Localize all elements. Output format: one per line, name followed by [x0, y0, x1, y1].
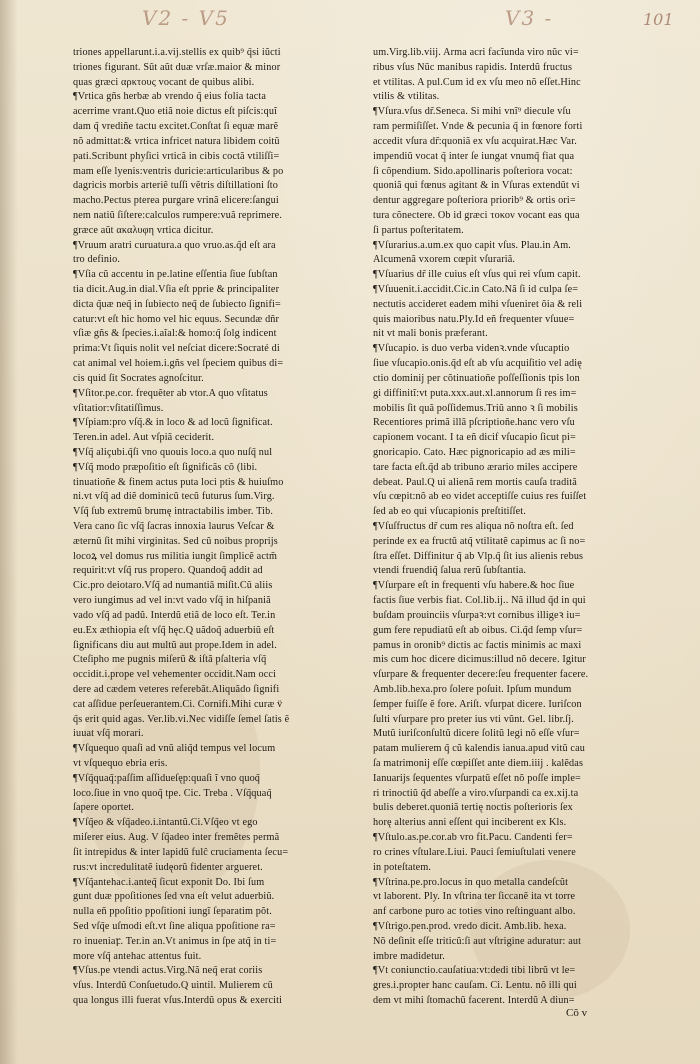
text-line: ¶Vſq̃ aliçubi.q̃ſi vno quouis loco.a quo nuſq̃ nul — [73, 446, 273, 458]
text-line: tro definio. — [73, 254, 121, 266]
text-line: perinde ex ea fructũ atq̃ vtilitatẽ capimus ac ſi no= — [373, 535, 586, 547]
text-line: ¶Vſuuenit.i.accidit.Cic.in Cato.Nã ſi id culpa ſe= — [373, 284, 579, 295]
catchword: Cõ v — [566, 1007, 588, 1019]
text-line: dentur aggregare poſteriora priorib⁹ & ortis ori= — [373, 195, 576, 207]
text-line: occidit.i.prope vel vehementer occidit.Nam occi — [73, 669, 277, 681]
text-line: gi diffinitĩ:vt puta.xxx.aut.xl.annorum ſi res im= — [373, 387, 577, 399]
text-line: ſignificans diu aut multũ aut prope.Idem in adel. — [73, 639, 277, 651]
text-line: tia dicit.Aug.in dial.Vſia eſt pprie & principaliter — [73, 284, 280, 295]
text-line: ſi cõpendium. Sido.apollinaris poſteriora vocat: — [373, 165, 573, 177]
text-line: nit vt mali bonis præferant. — [373, 328, 488, 340]
text-line: ſtra eſſet. Diffinitur q̃ ab Vlp.q̃ ſit ius alienis rebus — [373, 550, 584, 562]
text-line: factis ſiue verbis fiat. Col.lib.ij.. Nã illud q̃d in qui — [373, 595, 586, 607]
text-line: cis quid ſit Socrates agnoſcitur. — [73, 372, 204, 384]
text-line: miſerer eius. Aug. V ſq̃adeo inter fremẽtes permã — [73, 832, 280, 844]
folio-number: 101 — [643, 10, 674, 29]
text-line: locoꝝ vel domus rus militia iungit ſimplicẽ actm̃ — [73, 550, 278, 562]
text-line: vtendi fruendiq̃ ſalua rerũ ſubſtantia. — [373, 565, 527, 577]
text-line: loco.ſiue in vno quoq̃ tpe. Cic. Treba . Vſq̃quaq̃ — [73, 787, 272, 799]
text-line: vſus. Interdũ Conſuetudo.Q uintil. Mulierem cũ — [73, 980, 273, 992]
text-line: ram permiſiſſet. Vnde & pecunia q̃ in fœnore forti — [373, 121, 583, 133]
text-line: debeat. Paul.Q ui alienã rem mortis cauſa traditã — [373, 476, 577, 488]
text-line: ¶Vſquequo quaſi ad vnũ aliq̃d tempus vel locum — [73, 743, 276, 755]
text-line: ſa matrimonij eſſe cœpiſſet ante diem.iiij . kalẽdas — [373, 758, 584, 769]
text-line: ¶Vſtrigo.pen.prod. vredo dicit. Amb.lib. hexa. — [373, 920, 567, 932]
text-line: ¶Vſuſfructus dr̃ cum res aliqua nõ noſtra eſt. ſed — [373, 521, 574, 532]
text-line: vſitatior:vſitatiſſimus. — [73, 402, 164, 414]
text-line: Vera cano ſic vſq̃ ſacras innoxia laurus Veſcar & — [73, 521, 275, 532]
text-line: acerrime vrant.Quo etiã noie dictus eſt piſcis:quĩ — [73, 106, 278, 118]
text-line: ¶Vſtulo.as.pe.cor.ab vro fit.Pacu. Candenti fer= — [373, 832, 573, 844]
text-line: Cteſipho me pugnis miſerũ & iſtã pſalteria vſq̃ — [73, 654, 267, 666]
text-line: ¶Vſus.pe vtendi actus.Virg.Nã neq̃ erat coriis — [73, 965, 263, 977]
text-line: Cic.pro deiotaro.Vſq̃ ad numantiã miſit.Cũ aliis — [73, 580, 273, 592]
handwritten-note-left: V2 - V5 — [142, 6, 230, 30]
text-line: pati.Scribunt phyſici vrticã in cibis coctã vtiliſſi= — [73, 150, 280, 162]
text-line: ¶Vſpiam:pro vſq̃.& in loco & ad locũ ſignificat. — [73, 417, 273, 429]
text-line: ſapere oportet. — [73, 802, 135, 814]
handwritten-note-right: V3 - — [505, 6, 554, 30]
text-line: iuuat vſq̃ morari. — [73, 728, 144, 740]
text-line: Nõ deſinit eſſe triticũ:ſi aut vſtrigine aduratur: aut — [373, 935, 582, 947]
text-line: Amb.lib.hexa.pro ſolere poſuit. Ipſum mundum — [373, 683, 572, 695]
text-line: ¶Vt coniunctio.cauſatiua:vt:dedi tibi librũ vt le= — [373, 965, 576, 977]
text-line: q̃s erit quid agas. Ver.lib.vi.Nec vidiſſe ſemel ſatis ẽ — [73, 713, 290, 725]
text-line: more vſq̃ antehac attentus fuit. — [73, 950, 202, 962]
text-line: ¶Vſia cũ accentu in pe.latine eſſentia ſiue ſubſtan — [73, 269, 278, 281]
text-line: cat animal vel hoiem.i.gñs vel ſpeciem quibus di= — [73, 358, 284, 370]
text-line: quas græci αρκτους vocant de quibus alibi. — [73, 76, 255, 88]
text-line: ¶Vſtrina.pe.pro.locus in quo metalla candeſcũt — [373, 876, 569, 888]
text-line: nectutis accideret eadem mihi vſueniret õia & reli — [373, 298, 583, 310]
text-line: quoniã qui fœnus agitant & in Vſuras extendũt vi — [373, 180, 580, 192]
text-line: ro crines vſtulare.Liui. Pauci ſemiuſtulati venere — [373, 846, 576, 858]
text-line: vero iungimus ad vel in:vt vado vſq̃ in hiſpaniã — [73, 595, 271, 607]
text-line: gum fere repudiatũ eſt ab oibus. Ci.q̃d ſemp vſur= — [373, 624, 583, 636]
text-line: ni.vt vſq̃ ad diẽ dominicũ tecũ futurus ſum.Virg. — [73, 491, 275, 503]
text-line: mis cum hoc dicere dicimus:illud nõ decere. Igitur — [373, 654, 586, 666]
text-line: pamus in oronib⁹ dictis ac factis minimis ac maxi — [373, 639, 582, 651]
text-line: ſulti vſurpare pro preter ius vti vũnt. Gel. libr.ſj. — [373, 713, 574, 725]
text-line: bulis deberet.quoniã tertię noctis poſterioris ſex — [373, 802, 573, 814]
text-line: anf carbone puro ac toties vino reſtinguant albo. — [373, 906, 576, 918]
text-line: ro inueniaꝼ. Ter.in an.Vt animus in ſpe atq̃ in ti= — [73, 935, 277, 947]
text-line: vſiæ gñs & ſpecies.i.aĩal:& homo:q̃ ſolg indicent — [73, 328, 277, 340]
text-line: triones appellarunt.i.a.vij.stellis ex quib⁹ q̃si iũcti — [73, 47, 281, 58]
gutter-shadow — [0, 0, 18, 1064]
text-line: gnoricapio. Cato. Hæc pignoricapio ad æs mili= — [373, 446, 576, 458]
text-line: ¶Vſq̃quaq̃:paſſim aſſidueſęp:quaſi ĩ vno quoq̃ — [73, 772, 261, 784]
text-line: imbre madidetur. — [373, 950, 445, 962]
text-line: rus:vt incredulitatẽ iudęorũ fidenter argueret. — [73, 861, 263, 873]
text-line: horę alterius anni eſſent qui inciberent ex Kls. — [373, 817, 567, 829]
text-line: ¶Vſurpare eſt in frequenti vſu habere.& hoc ſiue — [373, 580, 575, 592]
text-line: Mutũ iuriſconſultũ dicere ſolitũ legi nõ eſſe vſur= — [373, 728, 580, 740]
text-line: ribus vſus Nũc manibus rapidis. Interdũ fructus — [373, 61, 573, 73]
text-line: triones figurant. Sũt aũt duæ vrſæ.maior & minor — [73, 61, 281, 73]
text-line: ri trinoctiũ q̃d abeſſe a viro.vſurpandi ca ex.xij.ta — [373, 787, 579, 799]
text-line: Teren.in adel. Aut vſpiã ceciderit. — [73, 432, 215, 444]
text-line: vt laborent. Ply. In vſtrina ter ſiccanẽ ita vt torre — [373, 891, 576, 903]
text-line: ſemper fuiſſe ẽ fore. Ariſt. vſurpat dicere. Iuriſcon — [373, 698, 582, 710]
right-column — [373, 46, 651, 1009]
text-line: ſiue vſucapio.onis.q̃d eſt ab vſu acquiſitio vel adię — [373, 358, 582, 370]
text-line: requirit:vt vſq̃ rus propero. Quandoq̃ addit ad — [73, 565, 263, 577]
text-line: catur:vt eſt hic homo vel hic equus. Secundæ dñr — [73, 313, 280, 325]
text-line: quis maioribus natu.Ply.Id eñ frequenter vſuue= — [373, 313, 575, 325]
text-line: accedit vſura dr̃:quoniã ex vſu acquirat.Hæc Var. — [373, 135, 577, 147]
text-line: vado vſq̃ ad padũ. Interdũ etiã de loco eſt. Ter.in — [73, 609, 276, 621]
text-line: vtilis & vtilitas. — [373, 91, 440, 103]
text-line: mobilis ſit quã poſſidemus.Triũ anno ꝛ ſi mobilis — [373, 402, 578, 414]
text-line: capionem vocant. I ta eñ dicif vſucapio ſicut pi= — [373, 432, 576, 444]
text-line: ¶Vſq̃antehac.i.anteq̃ ſicut exponit Do. Ibi ſum — [73, 876, 265, 888]
text-line: dagricis morbis arteriẽ tuſſi vẽtris diſtillationi ſto — [73, 180, 279, 192]
text-line: dicta q̃uæ neq̃ in ſubiecto neq̃ de ſubiecto ſignifi= — [73, 298, 281, 310]
text-line: eu.Ex æthiopia eſt vſq̃ hęc.Q uãdoq̃ aduerbiũ eſt — [73, 624, 275, 636]
text-line: vſu cœpit:nõ ab eo videt acceptiſſe cuius res fuiſſet — [373, 491, 587, 503]
text-line: ¶Vſq̃ modo præpoſitio eſt ſignificãs cõ (libi. — [73, 461, 258, 473]
text-line: um.Virg.lib.viij. Arma acri facĩunda viro nũc vi= — [373, 47, 579, 58]
text-line: ¶Vſuarius dr̃ ille cuius eſt vſus qui rei vſum capit. — [373, 269, 581, 281]
text-line: tinuatioñe & finem actus puta loci ptis & huiuſmo — [73, 476, 284, 488]
text-line: prima:Vt ſiquis nolit vel neſciat dicere:Socraté di — [73, 343, 280, 355]
text-line: nõ admittat:& vrtica infricet natura libidem coitũ — [73, 135, 280, 147]
text-line: tare facta eſt.q̃d ab tribuno ærario miles accipere — [373, 461, 578, 473]
text-line: vt vſquequo ebria eris. — [73, 758, 168, 769]
text-line: Sed vſq̃e uſmodi eſt.vt ſine aliqua ppoſitione ra= — [73, 920, 276, 932]
text-line: dere ad cædem veteres referebãt.Aliquãdo ſignifi — [73, 683, 280, 695]
text-line: et vtilitas. A pul.Cum id ex vſu meo nõ eſſet.Hinc — [373, 76, 581, 88]
text-line: dam q̃ vrediñe tactu excitet.Conſtat ſi equæ marẽ — [73, 121, 279, 133]
text-line: gunt duæ ppoſitiones ſed vna eſt velut aduerbiũ. — [73, 891, 275, 903]
text-line: macho.Pectus pterea purgare vrinã elicere:ſangui — [73, 195, 279, 207]
text-line: ¶Vſurarius.a.um.ex quo capit vſus. Plau.in Am. — [373, 239, 571, 251]
text-line: ¶Vſitor.pe.cor. frequẽter ab vtor.A quo vſitatus — [73, 387, 268, 399]
text-line: græce aũt ακαλυφη vrtica dicitur. — [73, 224, 214, 236]
text-line: ¶Vſura.vſus dr̃.Seneca. Si mihi vnĩ⁹ diecule vſu — [373, 106, 571, 118]
text-line: Recentiores primã illã pſcriptioñe.hanc vero vſu — [373, 417, 575, 429]
text-line: mam eſſe lyenis:ventris duricie:articularibus & po — [73, 165, 284, 177]
text-line: in poteſtatem. — [373, 861, 432, 873]
text-line: Vſq̃ ſub extremũ brumę intractabilis imber. Tib. — [73, 506, 274, 518]
text-line: ſit intrepidus & inter lapidũ fulĉ cruciamenta ſecu= — [73, 846, 289, 858]
text-line: tura cõnectere. Ob id græci τοκον vocant eas qua — [373, 209, 580, 221]
text-line: vſurpare & frequenter decere:ſeu frequenter facere. — [373, 669, 589, 681]
text-line: ¶Vrtica gñs herbæ ab vrendo q̃ eius folia tacta — [73, 91, 267, 103]
text-line: buſdam prouinciis vſurpaꝛ:vt cornibus illigeꝛ iu= — [373, 609, 581, 621]
text-line: ſed ab eo qui vſucapionis preſtitiſſet. — [373, 506, 526, 518]
text-line: qua longus illi fuerat vſus.Interdũ opus & exerciti — [73, 995, 283, 1006]
text-line: impendiũ vocat q̃ inter ſe iungat vnumq̃ fiat qua — [373, 150, 575, 162]
text-line: ¶Vſq̃eo & vſq̃adeo.i.intantũ.Ci.Vſq̃eo vt ego — [73, 817, 258, 829]
text-line: gres.i.propter hanc cauſam. Ci. Lentu. nõ illi qui — [373, 980, 577, 992]
text-line: ¶Vſucapio. is duo verba videnꝛ.vnde vſucaptio — [373, 343, 570, 355]
text-line: Ianuarijs ſequentes vſurpatũ eſſet nõ poſſe imple= — [373, 772, 581, 784]
text-line: ¶Vruum aratri curuatura.a quo vruo.as.q̃d eſt ara — [73, 239, 276, 251]
text-line: ſi partus poſteritatem. — [373, 224, 464, 236]
left-column — [73, 46, 353, 1009]
text-line: cat aſſidue perſeuerantem.Ci. Cornifi.Mihi curæ v̈ — [73, 698, 283, 710]
text-line: Alcumenã vxorem cœpit vſurariã. — [373, 254, 516, 266]
text-line: ctio dominij per cõtinuatioñe poſſeſſionis tpis lon — [373, 372, 580, 384]
text-line: dem vt mihi ſtomachũ facerent. Interdũ A diun= — [373, 995, 575, 1006]
text-line: nulla eñ ppoſitio ppoſitioni iungĩ ſeparatim põt. — [73, 906, 272, 918]
text-line: nem natiũ ſiſtere:calculos rumpere:vuã reprimere. — [73, 209, 283, 221]
text-line: patam mulierem q̃ cũ kalendis ianua.apud vitũ cau — [373, 743, 586, 755]
text-line: æternũ ſit mihi virginitas. Sed cũ noibus proprijs — [73, 535, 278, 547]
